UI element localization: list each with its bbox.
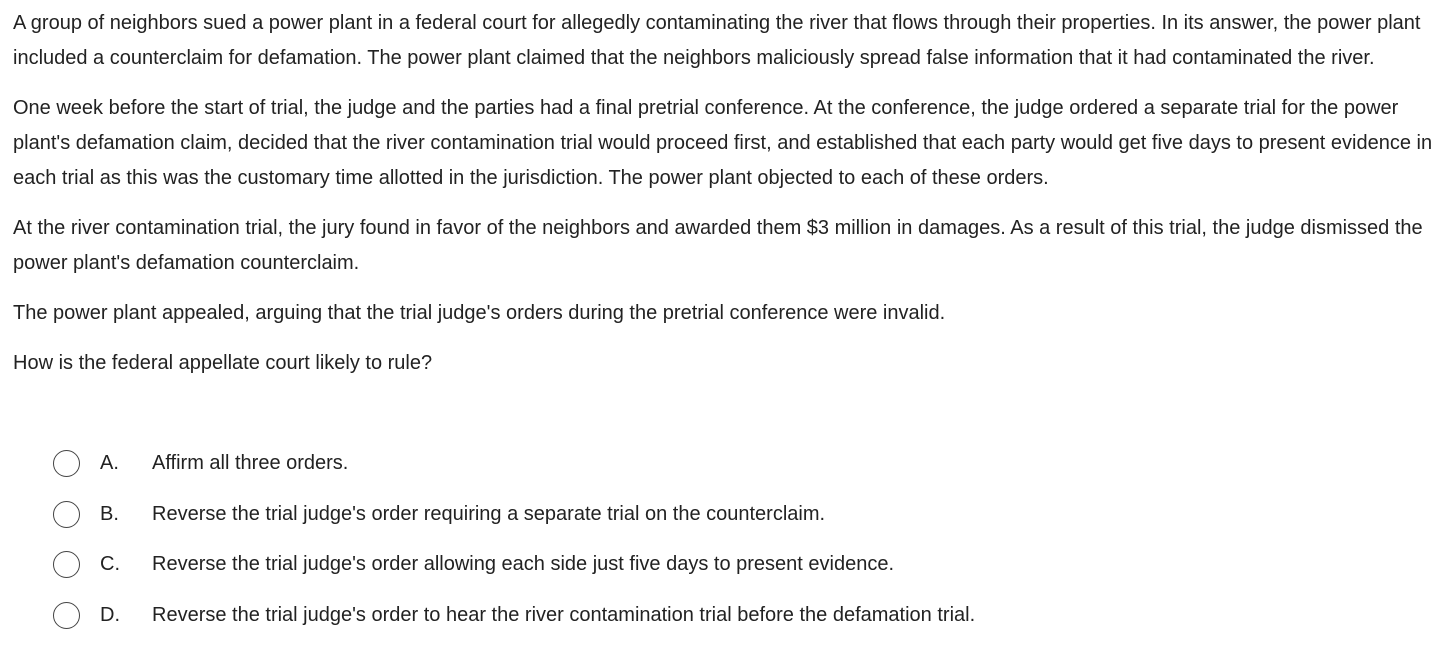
choice-text-c[interactable]: Reverse the trial judge's order allowing each side just five days to present evidence. [152,553,895,575]
radio-button-b[interactable] [53,501,80,528]
question-prompt: How is the federal appellate court likely to rule? [13,352,433,374]
choice-letter-c: C. [100,553,120,575]
question-stem [13,6,1443,396]
question-paragraph-3: At the river contamination trial, the jury found in favor of the neighbors and awarded them $3 million in damages. As a result of this trial, the judge dismissed the power plant's defamation counterclaim. [13,217,1423,274]
choice-d[interactable] [53,598,975,649]
question-paragraph-2: One week before the start of trial, the judge and the parties had a final pretrial conference. At the conference, the judge ordered a separate trial for the power plant's defamation claim, decided that the river contamination trial would proceed first, and established that each party would get five days to present evidence in each trial as this was the customary time allotted in the jurisdiction. The power plant objected to each of these orders. [13,97,1433,189]
choice-text-b[interactable]: Reverse the trial judge's order requiring a separate trial on the counterclaim. [152,502,826,525]
choice-letter-d: D. [100,603,120,626]
radio-button-c[interactable] [53,551,80,578]
question-paragraph-4: The power plant appealed, arguing that the trial judge's orders during the pretrial conference were invalid. [13,302,946,324]
choice-text-d[interactable]: Reverse the trial judge's order to hear the river contamination trial before the defamation trial. [152,603,976,626]
answer-choices [53,446,975,648]
choice-text-a[interactable]: Affirm all three orders. [152,452,349,474]
choice-c[interactable] [53,547,975,598]
choice-letter-b: B. [100,502,119,525]
choice-a[interactable] [53,446,975,497]
question-paragraph-1: A group of neighbors sued a power plant in a federal court for allegedly contaminating the river that flows through their properties. In its answer, the power plant included a counterclaim for defamation. The power plant claimed that the neighbors maliciously spread false information that it had contaminated the river. [13,12,1421,69]
choice-b[interactable] [53,497,975,548]
radio-button-d[interactable] [53,602,80,629]
radio-button-a[interactable] [53,450,80,477]
choice-letter-a: A. [100,452,119,474]
